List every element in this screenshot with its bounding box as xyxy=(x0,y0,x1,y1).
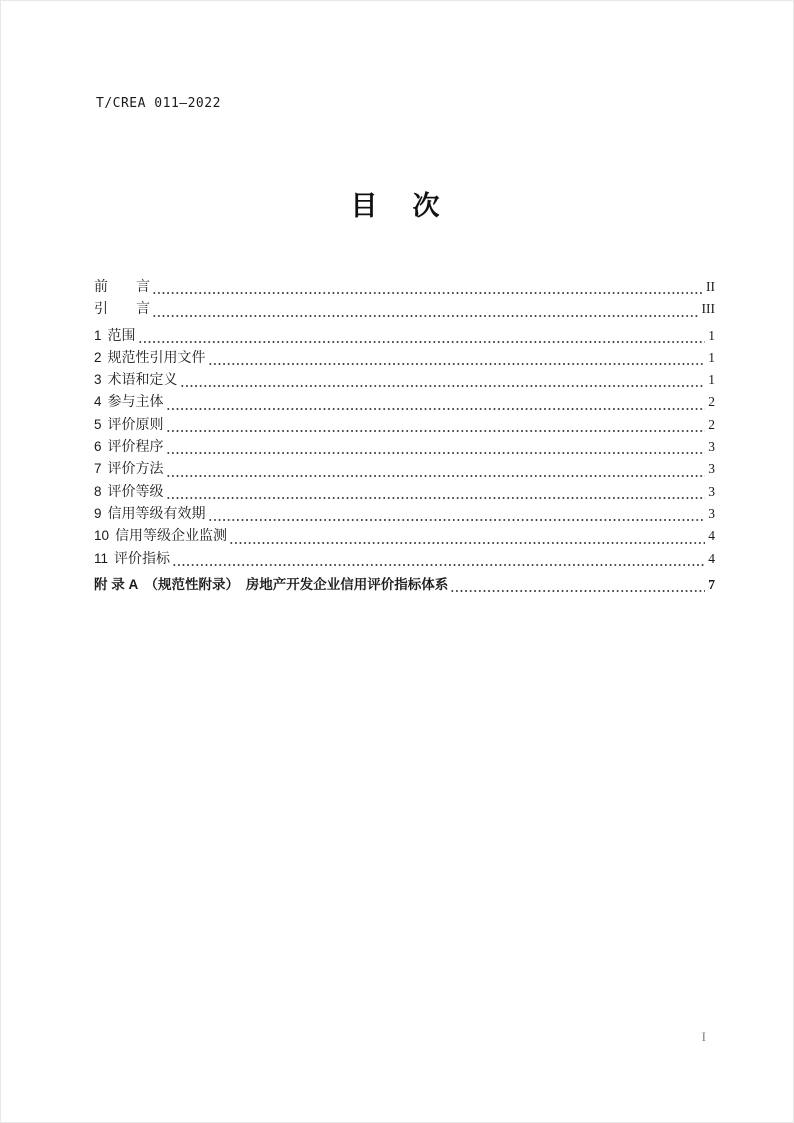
page-number: I xyxy=(701,1029,706,1044)
toc-entry-label: 附 录 A （规范性附录） 房地产开发企业信用评价指标体系 xyxy=(94,576,449,592)
toc-entry[interactable] xyxy=(94,415,715,437)
toc-entry[interactable] xyxy=(94,299,715,321)
toc-list xyxy=(94,277,715,597)
toc-entry-number: 8 xyxy=(94,483,102,499)
toc-entry[interactable] xyxy=(94,370,715,392)
toc-entry-page: 2 xyxy=(708,416,715,432)
toc-entry-number: 1 xyxy=(94,327,102,343)
toc-entry-label: 术语和定义 xyxy=(107,373,178,389)
toc-leader-dots xyxy=(180,370,706,392)
toc-entry[interactable] xyxy=(94,392,715,414)
toc-entry-number: 9 xyxy=(94,505,102,521)
toc-entry[interactable] xyxy=(94,437,715,459)
toc-leader-dots xyxy=(152,299,699,321)
toc-leader-dots xyxy=(166,482,706,504)
toc-leader-dots xyxy=(229,526,705,548)
toc-entry-number: 2 xyxy=(94,349,102,365)
toc-entry[interactable] xyxy=(94,348,715,370)
toc-entry-page: 1 xyxy=(708,327,715,343)
toc-leader-dots xyxy=(152,277,703,299)
page-title: 目 次 xyxy=(350,191,444,221)
toc-leader-dots xyxy=(166,437,706,459)
toc-leader-dots xyxy=(172,549,705,571)
toc-entry-label: 参与主体 xyxy=(107,395,164,411)
toc-entry-page: 2 xyxy=(708,394,715,410)
toc-entry-number: 11 xyxy=(94,550,109,566)
toc-entry-page: II xyxy=(706,279,715,294)
toc-entry[interactable] xyxy=(94,459,715,481)
toc-entry-number: 5 xyxy=(94,416,102,432)
toc-entry-page: III xyxy=(701,301,715,317)
toc-entry-page: 1 xyxy=(708,372,715,388)
toc-entry[interactable] xyxy=(94,482,715,504)
toc-entry-page: 3 xyxy=(708,505,715,521)
toc-entry-label: 信用等级有效期 xyxy=(107,506,206,522)
toc-entry-label: 范围 xyxy=(107,328,136,344)
toc-entry-label: 评价等级 xyxy=(107,484,164,500)
toc-leader-dots xyxy=(166,392,706,414)
toc-entry-number: 4 xyxy=(94,394,102,410)
toc-entry[interactable] xyxy=(94,277,715,299)
toc-entry-number: 10 xyxy=(94,528,110,544)
toc-entry-label: 规范性引用文件 xyxy=(107,350,206,366)
toc-entry-label: 评价指标 xyxy=(114,551,171,567)
toc-entry[interactable] xyxy=(94,575,715,597)
toc-entry-page: 4 xyxy=(708,550,715,566)
toc-leader-dots xyxy=(166,459,706,481)
toc-entry-number: 7 xyxy=(94,461,102,477)
toc-entry[interactable] xyxy=(94,504,715,526)
toc-leader-dots xyxy=(138,326,706,348)
toc-entry[interactable] xyxy=(94,526,715,548)
toc-leader-dots xyxy=(208,348,706,370)
toc-entry-page: 1 xyxy=(708,349,715,365)
toc-leader-dots xyxy=(450,575,705,597)
toc-entry[interactable] xyxy=(94,549,715,571)
toc-entry-label: 评价程序 xyxy=(107,440,164,456)
toc-entry-page: 7 xyxy=(708,576,715,592)
toc-leader-dots xyxy=(208,504,706,526)
toc-entry-page: 3 xyxy=(708,439,715,455)
standard-number-header: T/CREA 011—2022 xyxy=(96,96,221,111)
toc-entry-page: 3 xyxy=(708,461,715,477)
toc-entry-page: 4 xyxy=(708,528,715,544)
toc-entry-label: 评价原则 xyxy=(107,417,164,433)
toc-entry-number: 3 xyxy=(94,372,102,388)
toc-entry-label: 前 言 xyxy=(94,280,150,295)
toc-entry-label: 信用等级企业监测 xyxy=(115,529,228,545)
toc-entry-label: 引 言 xyxy=(94,302,150,318)
toc-entry-label: 评价方法 xyxy=(107,462,164,478)
toc-entry[interactable] xyxy=(94,326,715,348)
toc-leader-dots xyxy=(166,415,706,437)
toc-entry-number: 6 xyxy=(94,439,102,455)
toc-entry-page: 3 xyxy=(708,483,715,499)
